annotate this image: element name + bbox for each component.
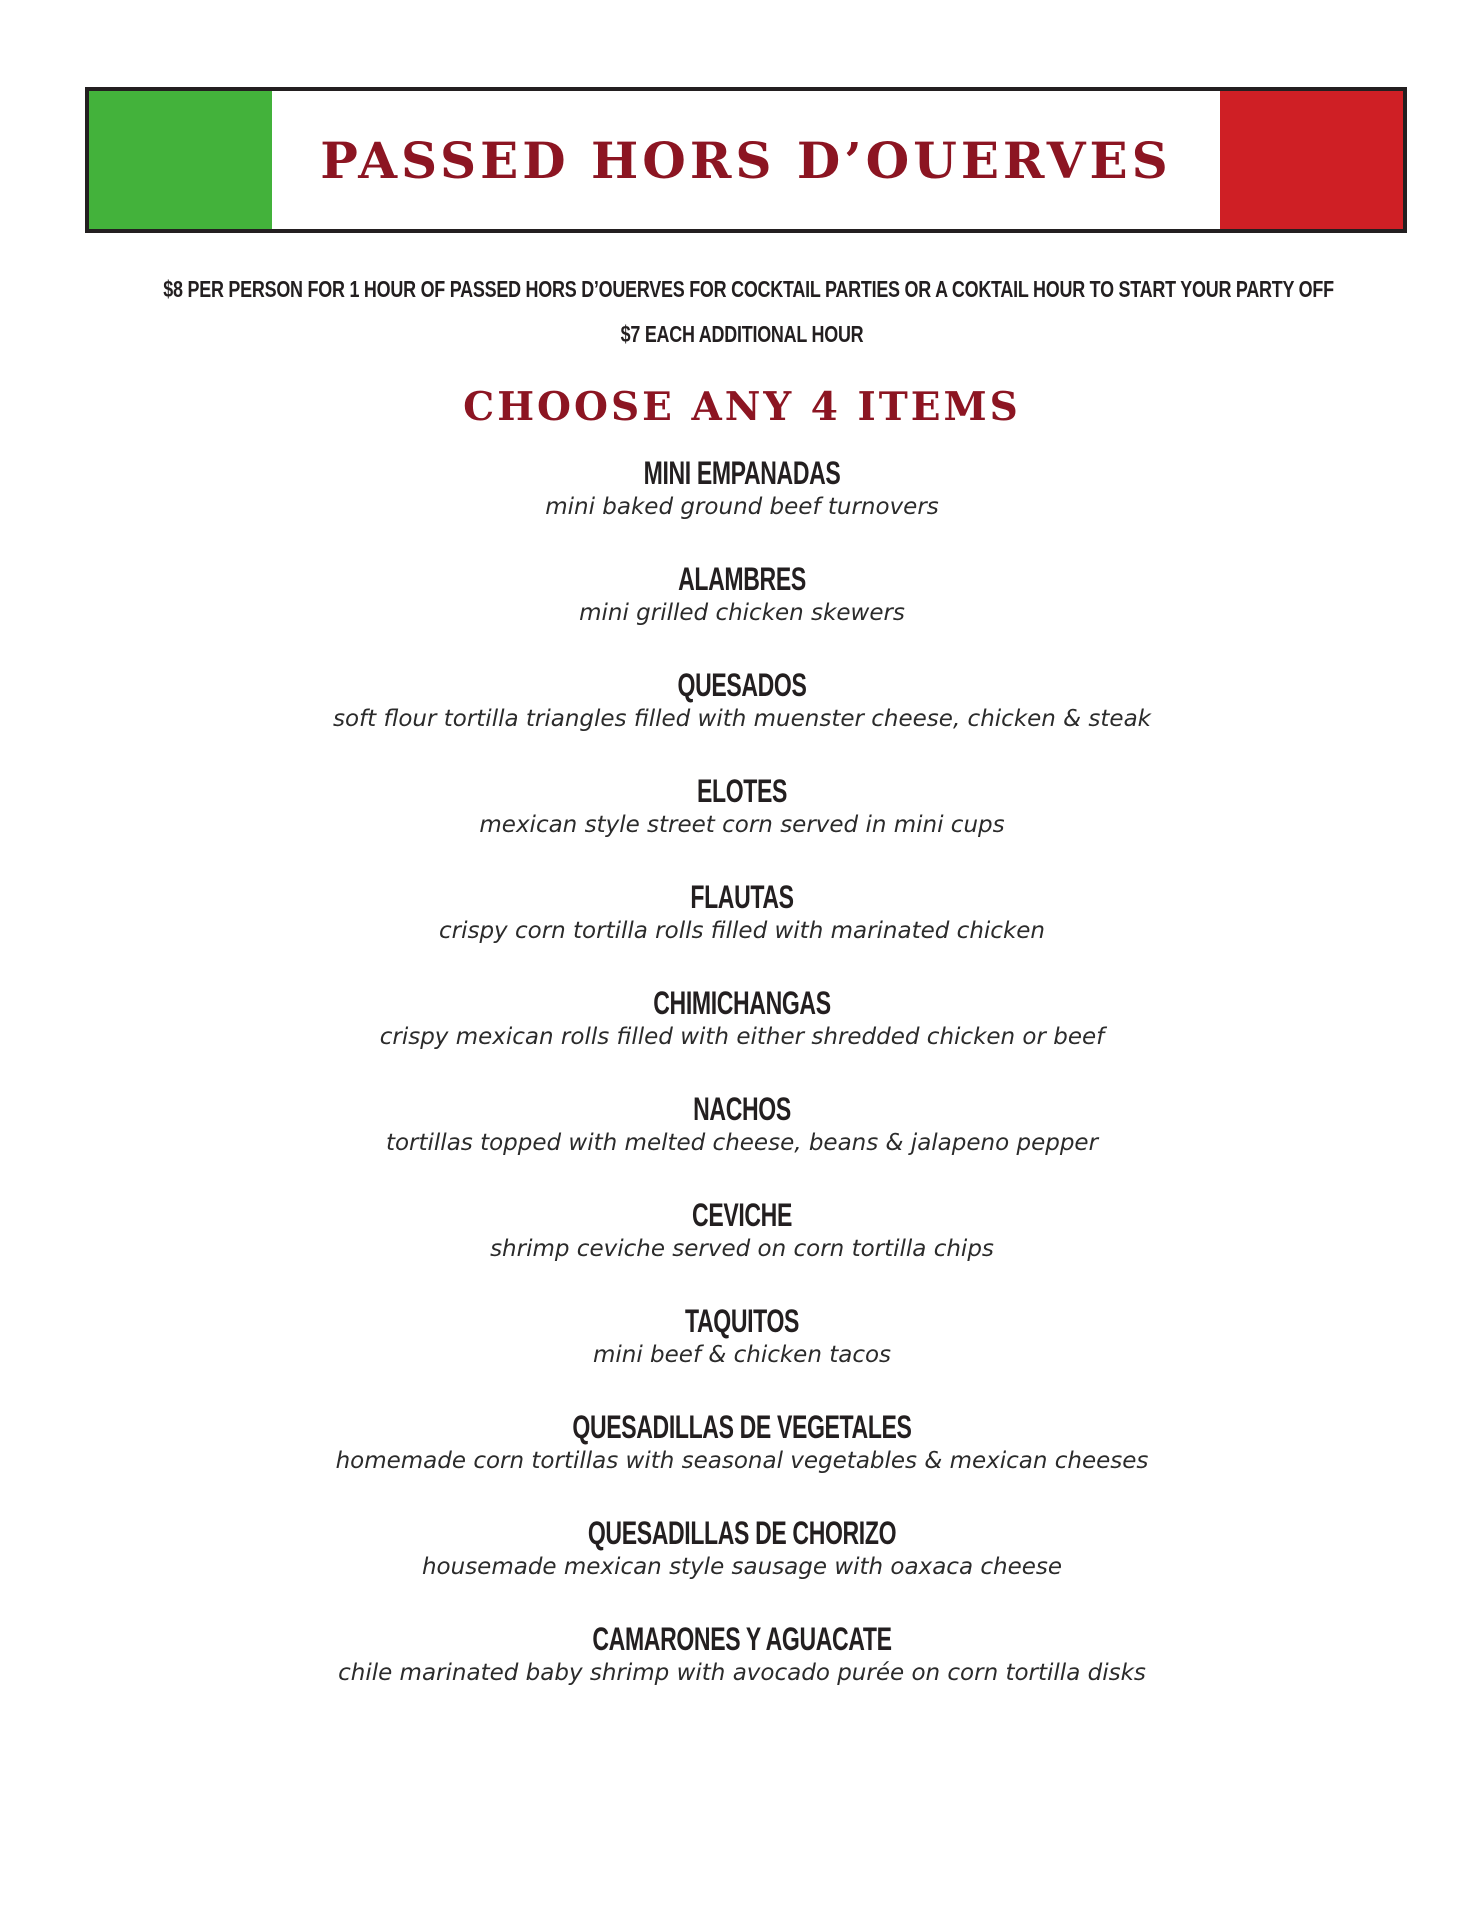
item-name: CEVICHE [692,1197,792,1233]
item-name: QUESADOS [677,667,807,703]
pricing-line-additional: $7 EACH ADDITIONAL HOUR [620,321,864,347]
menu-item [0,985,1484,1091]
menu-item [0,773,1484,879]
item-description: crispy corn tortilla rolls filled with marinated chicken [438,918,1045,944]
item-name: ALAMBRES [678,561,806,597]
page-title: PASSED HORS D’OUERVES [320,130,1172,190]
menu-item [0,667,1484,773]
item-name: QUESADILLAS DE CHORIZO [587,1515,897,1551]
item-description: homemade corn tortillas with seasonal vegetables & mexican cheeses [335,1448,1149,1474]
choose-items-heading: CHOOSE ANY 4 ITEMS [463,384,1021,430]
item-name: CHIMICHANGAS [653,985,831,1021]
item-description: mexican style street corn served in mini cups [479,812,1005,838]
header-banner [85,87,1407,233]
item-description: tortillas topped with melted cheese, beans & jalapeno pepper [385,1130,1099,1156]
item-description: crispy mexican rolls filled with either shredded chicken or beef [379,1024,1105,1050]
menu-item [0,455,1484,561]
menu-item [0,1409,1484,1515]
item-description: mini baked ground beef turnovers [545,494,939,520]
flag-stripe-red [1220,91,1403,229]
item-name: CAMARONES Y AGUACATE [592,1621,892,1657]
item-description: soft flour tortilla triangles filled with muenster cheese, chicken & steak [332,706,1151,732]
item-name: NACHOS [693,1091,791,1127]
menu-list [0,455,1484,1727]
item-description: chile marinated baby shrimp with avocado purée on corn tortilla disks [338,1660,1146,1686]
item-name: TAQUITOS [684,1303,800,1339]
menu-item [0,1303,1484,1409]
item-description: mini beef & chicken tacos [592,1342,892,1368]
flag-stripe-green [89,91,272,229]
pricing-line-hourly: $8 PER PERSON FOR 1 HOUR OF PASSED HORS D’OUERVES FOR COCKTAIL PARTIES OR A COKTAIL HOUR TO START YOUR PARTY OFF [163,276,1334,302]
menu-item [0,1197,1484,1303]
item-name: ELOTES [696,773,787,809]
menu-item [0,1515,1484,1621]
menu-item [0,1621,1484,1727]
item-name: QUESADILLAS DE VEGETALES [572,1409,912,1445]
menu-item [0,561,1484,667]
item-description: shrimp ceviche served on corn tortilla chips [490,1236,994,1262]
item-description: mini grilled chicken skewers [579,600,905,626]
item-description: housemade mexican style sausage with oaxaca cheese [421,1554,1063,1580]
flag-stripe-white [272,91,1220,229]
menu-item [0,879,1484,985]
item-name: FLAUTAS [690,879,794,915]
menu-item [0,1091,1484,1197]
item-name: MINI EMPANADAS [643,455,841,491]
